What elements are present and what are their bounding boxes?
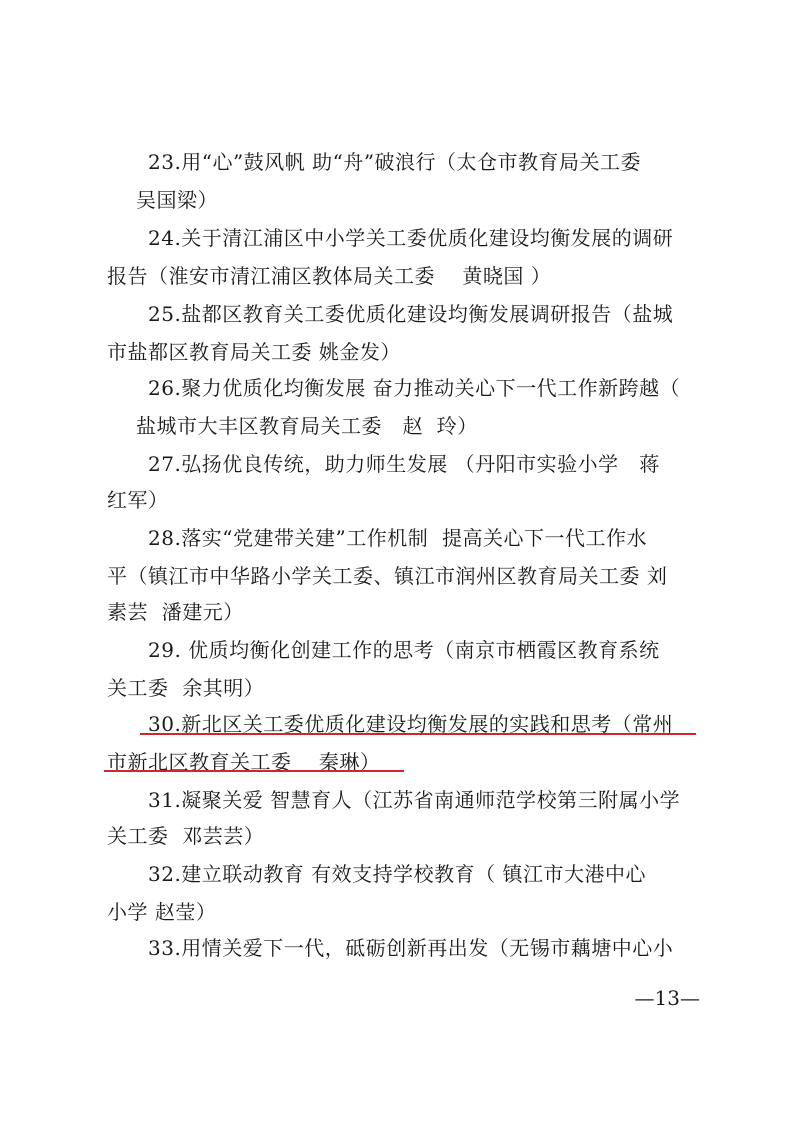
entry-30-line-2: 市新北区教育关工委 秦琳） bbox=[107, 750, 381, 774]
entry-28-line-1: 28.落实“党建带关建”工作机制 提高关心下一代工作水 bbox=[148, 526, 647, 550]
entry-32-line-1: 32.建立联动教育 有效支持学校教育（ 镇江市大港中心 bbox=[148, 862, 647, 886]
entry-26-line-2: 盐城市大丰区教育局关工委 赵 玲） bbox=[136, 414, 478, 438]
entry-29-line-2: 关工委 余其明） bbox=[107, 676, 265, 700]
entry-28-line-2: 平（镇江市中华路小学关工委、镇江市润州区教育局关工委 刘 bbox=[107, 564, 668, 588]
page-number: —13— bbox=[634, 986, 700, 1010]
red-underline-mark bbox=[104, 770, 404, 772]
entry-23-line-2: 吴国梁） bbox=[136, 188, 218, 212]
entry-29-line-1: 29. 优质均衡化创建工作的思考（南京市栖霞区教育系统 bbox=[148, 638, 660, 662]
entry-24-line-2: 报告（淮安市清江浦区教体局关工委 黄晓国 ） bbox=[107, 264, 552, 288]
entry-25-line-2: 市盐都区教育局关工委 姚金发） bbox=[107, 340, 401, 364]
entry-23-line-1: 23.用“心”鼓风帆 助“舟”破浪行（太仓市教育局关工委 bbox=[148, 150, 642, 174]
entry-25-line-1: 25.盐都区教育关工委优质化建设均衡发展调研报告（盐城 bbox=[148, 302, 674, 326]
entry-24-line-1: 24.关于清江浦区中小学关工委优质化建设均衡发展的调研 bbox=[148, 226, 674, 250]
entry-27-line-2: 红军） bbox=[107, 488, 169, 512]
entry-32-line-2: 小学 赵莹） bbox=[107, 900, 217, 924]
red-underline-mark bbox=[140, 733, 696, 735]
entry-26-line-1: 26.聚力优质化均衡发展 奋力推动关心下一代工作新跨越（ bbox=[148, 376, 681, 400]
entry-33-line-1: 33.用情关爱下一代，砥砺创新再出发（无锡市藕塘中心小 bbox=[148, 936, 674, 960]
entry-27-line-1: 27.弘扬优良传统，助力师生发展 （丹阳市实验小学 蒋 bbox=[148, 452, 660, 476]
entry-31-line-1: 31.凝聚关爱 智慧育人（江苏省南通师范学校第三附属小学 bbox=[148, 788, 681, 812]
entry-31-line-2: 关工委 邓芸芸） bbox=[107, 824, 265, 848]
entry-28-line-3: 素芸 潘建元） bbox=[107, 600, 244, 624]
entry-30-line-1: 30.新北区关工委优质化建设均衡发展的实践和思考（常州 bbox=[148, 712, 674, 736]
